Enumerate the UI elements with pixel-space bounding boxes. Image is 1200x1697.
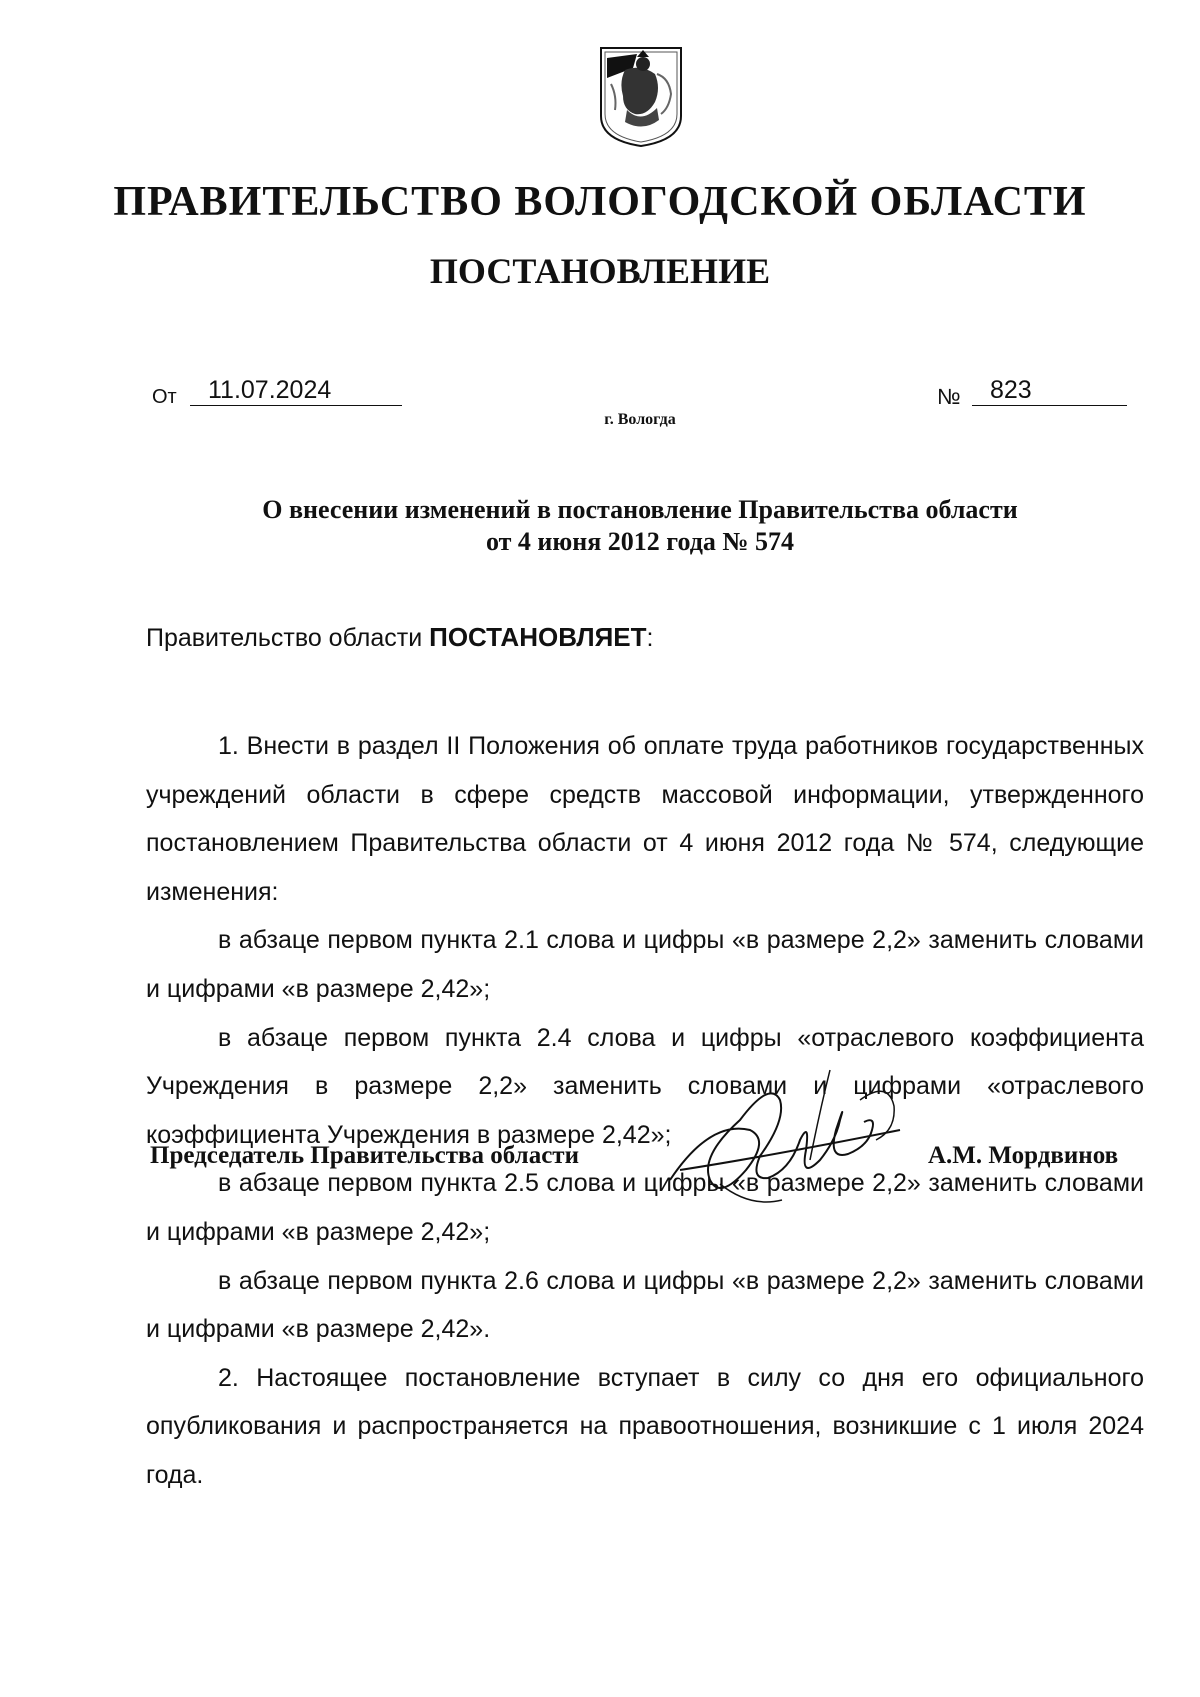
signer-name: А.М. Мордвинов: [928, 1142, 1119, 1169]
city: г. Вологда: [604, 411, 676, 428]
coat-of-arms-icon: [597, 44, 685, 150]
handwritten-signature: [650, 1060, 920, 1210]
paragraph-4: в абзаце первом пункта 2.5 слова и цифры «в размере 2,2» заменить словами и цифрами «в размере 2,42»;: [146, 1169, 1144, 1246]
paragraph-5: в абзаце первом пункта 2.6 слова и цифры «в размере 2,2» заменить словами и цифрами «в размере 2,42».: [146, 1266, 1144, 1344]
document-type: ПОСТАНОВЛЕНИЕ: [429, 251, 771, 291]
preamble-emphasis: ПОСТАНОВЛЯЕТ: [429, 622, 647, 652]
date-label: От: [152, 386, 177, 408]
subject-line-2: от 4 июня 2012 года № 574: [485, 527, 794, 556]
number-label: №: [937, 384, 961, 409]
number-value: 823: [972, 375, 1127, 406]
signer-title: Председатель Правительства области: [150, 1142, 579, 1169]
preamble-suffix: :: [646, 624, 654, 652]
preamble: [146, 622, 653, 653]
document-subject: [150, 494, 1130, 558]
paragraph-1: 1. Внести в раздел II Положения об оплате труда работников государственных учреждений области в сфере средств массовой информации, утвержденного постановлением Правительства области от 4 июня 2012 года № 574, следующие изменения:: [146, 732, 1144, 906]
document-body: [146, 722, 1144, 1500]
paragraph-6: 2. Настоящее постановление вступает в силу со дня его официального опубликования и распространяется на правоотношения, возникшие с 1 июля 2024 года.: [146, 1363, 1144, 1489]
organization-title: ПРАВИТЕЛЬСТВО ВОЛОГОДСКОЙ ОБЛАСТИ: [113, 179, 1087, 225]
date-value: 11.07.2024: [190, 375, 402, 406]
paragraph-2: в абзаце первом пункта 2.1 слова и цифры «в размере 2,2» заменить словами и цифрами «в размере 2,42»;: [146, 926, 1144, 1003]
paragraph-3: в абзаце первом пункта 2.4 слова и цифры «отраслевого коэффициента Учреждения в размере 2,2» заменить словами и цифрами «отраслевого коэффициента Учреждения в размере 2,42»;: [146, 1023, 1144, 1149]
preamble-text: Правительство области: [146, 624, 430, 652]
subject-line-1: О внесении изменений в постановление Правительства области: [262, 495, 1018, 524]
